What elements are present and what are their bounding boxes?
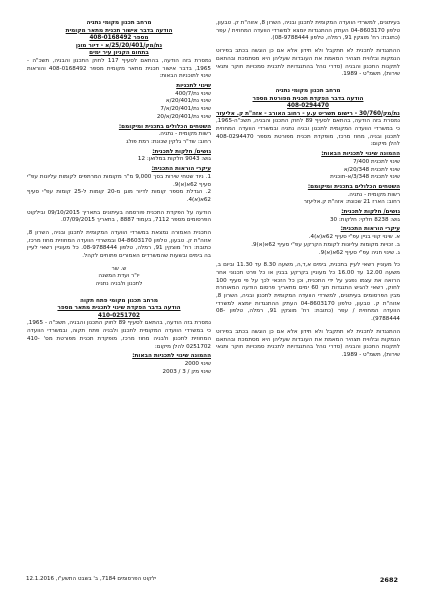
notice-header xyxy=(27,20,211,58)
plan-goal: ב. זכויות מקומות עליונות לקומת הקרקע עפ"י סעיף 62א(א)9. xyxy=(251,241,400,248)
section-heading: שינוי לתכניות xyxy=(176,83,211,90)
right-column xyxy=(216,20,400,360)
notice-header xyxy=(216,88,400,118)
plan-change: שינוי נת/20/401/א/20 xyxy=(156,113,211,120)
notice-authority: מרחב תכנון מקומי נתניה xyxy=(86,20,152,26)
paragraph: כל מעוניין רשאי לעיין בתכנית, בימים א,ד,ה, משעה 8.30 עד 11.30 וביום ב, משעה 12.00 עד 16.00 כל מעוניין בקרקע בבנין או כל פרט תכנוני אחר הרואה את עצמו נפגע על ידי התכנית, וכן כל הזכאי לכך על פי סעיף 100 לחוק, רשאי להגיש התנגדות תוך 60 ימים מתאריך פרסום הודעה המאוחרת מבין הפרסומים בעיתונים, למשרדי הוועדה המקומית לתכנון ובניה, השרון 8, אזוה"ת ק. טבעון, טלפון 04-8603170 העתק ההתנגדות יומצא למשרדי הוועדה המחוזית / עפר (כתובת: רח' מוצקין 91, רמלה, טלפון 08-9788444). xyxy=(216,262,401,323)
plan-change: שינוי מק / 3 / 2003 xyxy=(162,368,211,375)
notice-header xyxy=(27,298,211,321)
signatory-title: לתכנון ולבניה נתניה xyxy=(95,281,143,288)
plan-subname: בתחום הקניון עיר ימים xyxy=(89,50,149,57)
plan-number: 410-0251702 xyxy=(98,312,140,319)
location-line: רחוב: שד"ר גלקין שכונת: רמת פולג xyxy=(126,139,211,145)
plan-goal: א. שינוי קווי בניין עפ"י סעיף 62א(א)4. xyxy=(308,234,400,241)
plan-change: שינוי לתכנית 7/400 xyxy=(353,158,400,165)
section-heading: השטחים הכלולים בתכנית ומיקומם: xyxy=(307,183,400,190)
notice-intro: נמסרת בזה הודעה, בהתאם לסעיף 117 לחוק התכנון והבניה, תשכ"ה - 1965, בדבר אישור תכנית מתאר מקומית מספר 408-0168492 והוראות שינוי לתוכניות הבאות: xyxy=(27,57,211,80)
plan-number: 408-0294470 xyxy=(287,103,329,110)
paragraph: ההתנגדות לתכנית לא תתקבל ולא תידון אלא אם כן הוגשה בכתב בפירוט הנמקות ובלווית תצהיר המאמת את העובדות שעליהן היא מסתמכת ובהתאם לתקנות התכנון והבניה (סדרי נוהל בהתנגדויות לתכנית סמכויות חוקר ותנאי שירות), תשמ"ט - 1989. xyxy=(216,328,400,358)
plan-change: שינוי 2000 xyxy=(184,360,211,367)
plan-change: שינוי נת/400/7 xyxy=(175,90,211,97)
paragraph: ההתנגדות לתכנית לא תתקבל ולא תידון אלא אם כן הוגשה בכתב בפירוט הנמקות ובלווית תצהיר המאמת את העובדות שעליהן היא מסתמכת ובהתאם לתקנות התכנון והבניה (סדרי נוהל בהתנגדויות לתכנית סמכויות חוקר ותנאי שירות), תשמ"ט - 1989. xyxy=(216,48,400,78)
location-line: רחוב: הארז 21 שכונת: אזה"ת ק.אליעזר xyxy=(303,199,400,206)
paragraph: הודעה על הפקדת התכנית פורסמה בעיתונים בתאריך 09/10/2015 ובילקוט הפרסומים מספר 7112, בעמוד 8887 , בתאריך 07/09/2015. xyxy=(27,209,211,224)
plan-change: שינוי לתכנית 3/348/א-תוכנית xyxy=(330,174,400,181)
paragraph: בעיתונים, למשרדי הוועדה המקומית לתכנון ובניה, השרון 8, אזוה"ת ק. טבעון, טלפון 04-8603170 העתק ההתנגדות יומצא למשרדי הוועדה המחוזית / עפר (כתובת: רח' מוצקין 91, רמלה, טלפון 08-9788444). xyxy=(216,20,400,42)
section-heading: עיקרי הוראות התכנית: xyxy=(340,226,400,233)
plan-name: נת/מק/25/20/401/א - דיור מוגן xyxy=(75,42,163,49)
plan-change: שינוי נת/20/401/א xyxy=(165,98,211,105)
notice-authority: מרחב תכנון מקומי פתח תקוה xyxy=(80,297,158,304)
section-heading: עיקרי הוראות התכנית: xyxy=(151,166,211,173)
plan-number: מספר 408-0168492 xyxy=(89,35,149,42)
parcels-line: גוש: 8238 חלקי: חלקות: 30 xyxy=(329,216,400,223)
signatory-name: ש. שר xyxy=(111,265,127,272)
page-footer xyxy=(26,576,398,586)
section-heading: ההמונה שינוי לתכניות הבאות: xyxy=(132,353,211,360)
paragraph: התכנית האמורה נמצאת במשרדי הוועדה המקומית לתכנון ובניה, השרון 8, אזוה"ת ק. טבעון, טלפון 04-8603170 ובמשרדי הוועדה המחוזית מחוז מרכז, כתובת: רח' מוצקין 91, רמלה, טלפון 08-9788444. כל מעוניין רשאי לעיין בה בימים ובשעות שהמשרדים האמורים פתוחים לקהל. xyxy=(27,230,212,260)
location-line: רשות מקומית - נתניה. xyxy=(158,131,211,138)
location-line: רשות מקומית - נתניה. xyxy=(347,191,400,198)
plan-goal: ג. שינוי חניה עפ"י סעיף 62א(א)9. xyxy=(318,249,400,256)
plan-goal: 1. ניוד שטחי שירות בסך 9,000 מ"ר מקומות המרתפים לקומות עליונות עפ"י סעיף 62א(א)9. xyxy=(27,173,211,188)
plan-change: שינוי לתכנית 20/348/א xyxy=(343,166,400,173)
notice-intro: נמסרת בזה הודעה, בהתאם לסעיף 89 לחוק התכנון והבניה, תשכ"ה-1965, כי במשרדי הוועדה המקומית לתכנון ובניה נתניה ובמשרדי הוועדה המחוזית לתכנון ובניה, מחוז מרכז, מופקדת תכנית מפורטת מספר 408-0294470 להלן מיקום: xyxy=(216,118,400,148)
section-heading: השטחים הכלולים בתכנית ומיקומם: xyxy=(118,123,211,130)
notice-title: הודעה בדבר הפקדת תכנית מפורטת מספר xyxy=(252,95,364,102)
plan-goal: 2. הגדלת מספר קומות לדיור מוגן מ-20 קומות ל-25 קומות עפ"י סעיף 62א(א)4. xyxy=(27,189,212,203)
section-heading: גושים/ חלקות לתכנית: xyxy=(152,148,211,155)
plan-name: נת/מק/30/760 - רישום תשריט ע.ע - רחוב האורב - אזה"ת ק. אליעזר xyxy=(216,110,400,117)
signatory-title: יו"ר ועדת המשנה xyxy=(98,273,140,280)
section-heading: ההמונה שינוי לתכניות הבאות: xyxy=(321,151,400,158)
left-column xyxy=(27,20,211,376)
notice-authority: מרחב תכנון מקומי נתניה xyxy=(275,87,341,94)
signature-block xyxy=(27,266,211,289)
publication-line: ילקוט הפרסומים 7184, ב' בשבט התשע"ו, 12.1.2016 xyxy=(26,576,157,582)
notice-title: הודעה בדבר הפקדת שינוי לתכנית מתאר מספר xyxy=(57,305,181,312)
notice-intro: נמסרת בזה הודעה, בהתאם לסעיף 89 לחוק התכנון והבניה, תשכ"ה - 1965, כי במשרדי הוועדה המקומית לתכנון ולבניה פתח תקוה, ובמשרדי הוועדה המחוזית לתכנון ולבניה מחוז מרכז, מופקדת תכנית מפורטת מס' 410-0251702 להלן מיקום: xyxy=(27,320,211,350)
parcels-line: גוש: 9043 חלקות במלואן: 12 xyxy=(137,156,211,163)
plan-change: שינוי נת/20/401/א/7 xyxy=(160,106,211,113)
section-heading: גושים/ חלקות לתכנית: xyxy=(341,209,400,216)
page-number: 2682 xyxy=(379,576,398,584)
notice-title: הודעה בדבר אישור תכנית מתאר מקומית xyxy=(65,27,173,34)
